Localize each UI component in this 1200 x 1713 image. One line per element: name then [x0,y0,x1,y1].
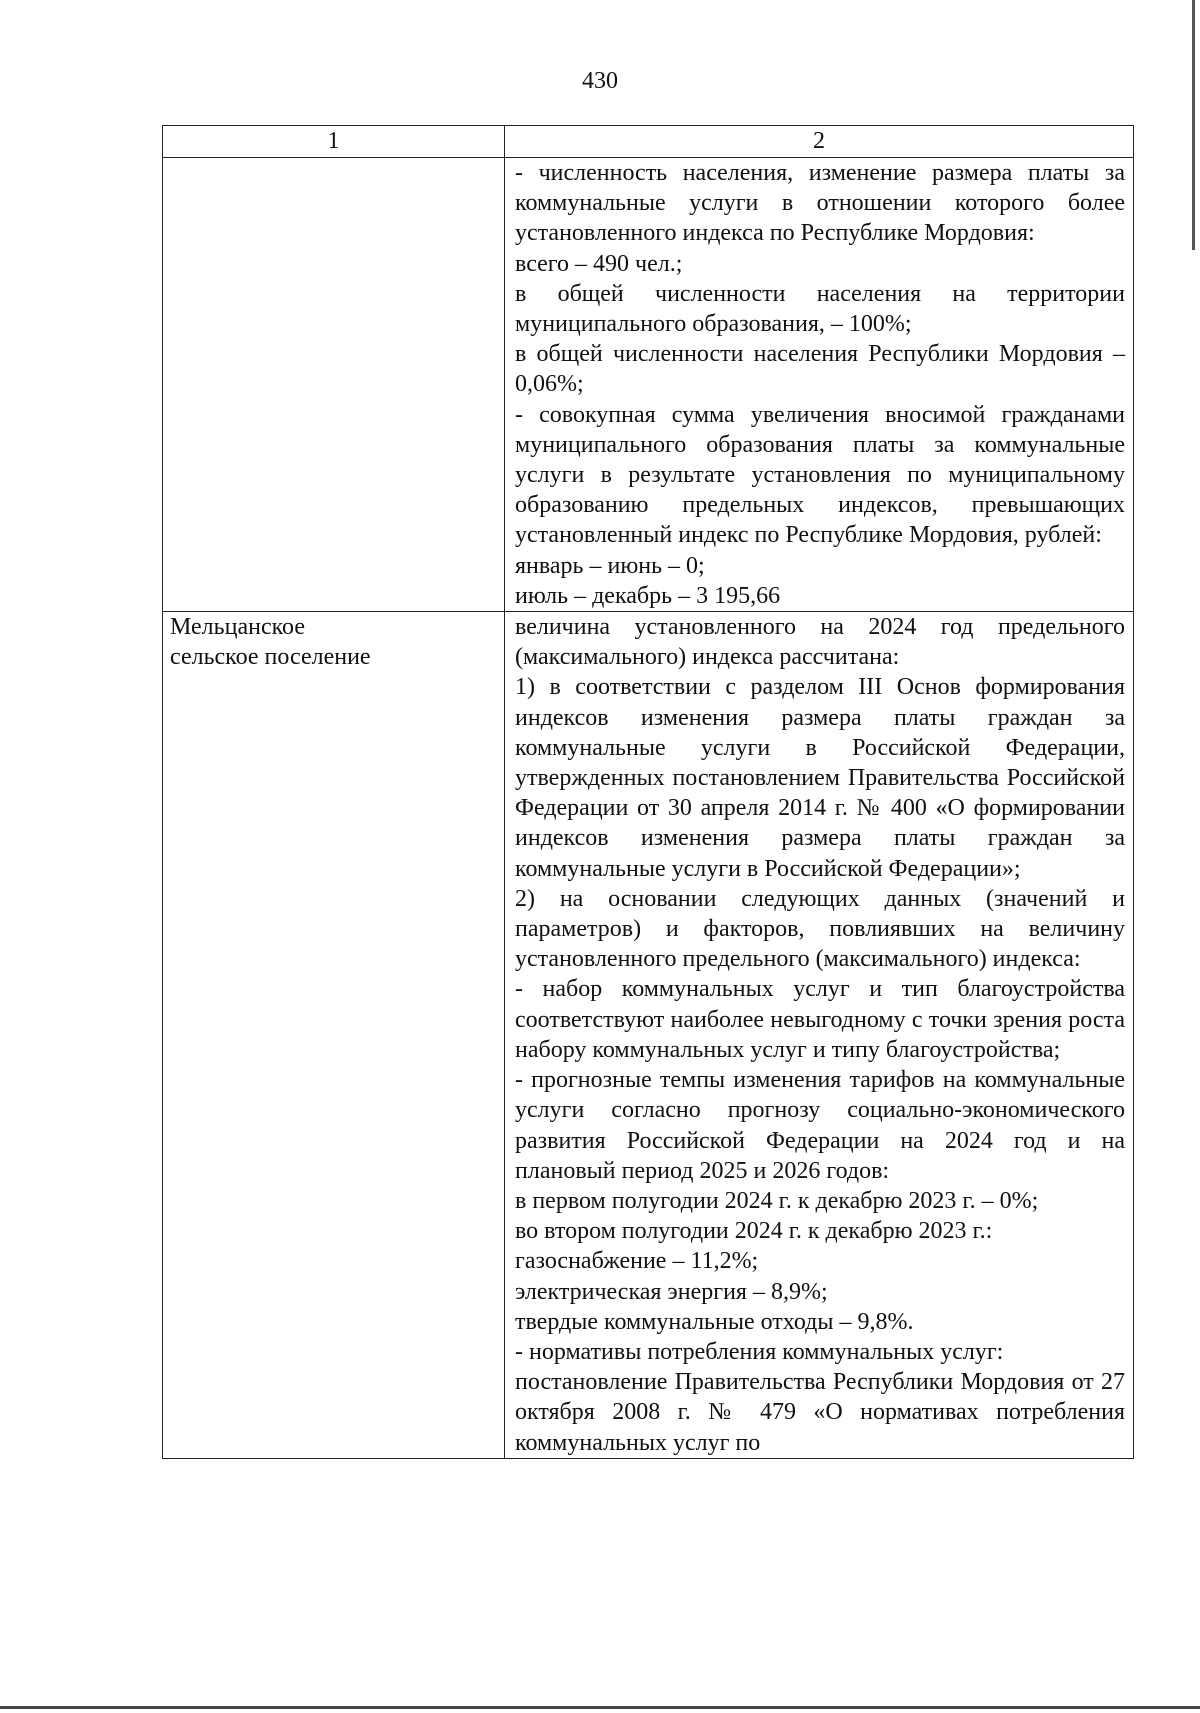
column-header-2: 2 [505,126,1134,158]
row-label-cell [163,612,505,1459]
row-label: Мельцанское сельское поселение [170,614,371,671]
row-text: величина установленного на 2024 год предельного (максимального) индекса рассчитана: 1) в соответствии с разделом III Основ формирования индексов изменения размера платы граждан за коммунальные услуги в Российской Федерации, утвержденных постановлением Правительства Российской Федерации от 30 апреля 2014 г. № 400 «О формировании индексов изменения размера платы граждан за коммунальные услуги в Российской Федерации»; 2) на основании следующих данных (значений и параметров) и факторов, повлиявших на величину установленного предельного (максимального) индекса: - набор коммунальных услуг и тип благоустройства соответствуют наиболее невыгодному с точки зрения роста набору коммунальных услуг и типу благоустройства; - прогнозные темпы изменения тарифов на коммунальные услуги согласно прогнозу социально-экономического развития Российской Федерации на 2024 год и на плановый период 2025 и 2026 годов: в первом полугодии 2024 г. к декабрю 2023 г. – 0%; во втором полугодии 2024 г. к декабрю 2023 г.: газоснабжение – 11,2%; электрическая энергия – 8,9%; твердые коммунальные отходы – 9,8%. - нормативы потребления коммунальных услуг: постановление Правительства Республики Мордовия от 27 октября 2008 г. № 479 «О нормативах потребления коммунальных услуг по [515,614,1125,1456]
row-label-cell [163,158,505,612]
row-text-cell [505,612,1134,1459]
table-header-row [163,126,1134,158]
row-text-cell [505,158,1134,612]
scan-edge-right [1192,0,1195,250]
row-text: - численность населения, изменение размера платы за коммунальные услуги в отношении которого более установленного индекса по Республике Мордовия: всего – 490 чел.; в общей численности населения на территории муниципального образования, – 100%; в общей численности населения Республики Мордовия – 0,06%; - совокупная сумма увеличения вносимой гражданами муниципального образования платы за коммунальные услуги в результате установления по муниципальному образованию предельных индексов, превышающих установленный индекс по Республике Мордовия, рублей: январь – июнь – 0; июль – декабрь – 3 195,66 [515,160,1125,609]
table-row [163,612,1134,1459]
page-number: 430 [582,68,618,94]
scan-edge-bottom [0,1706,1200,1709]
table-row [163,158,1134,612]
column-header-1: 1 [163,126,505,158]
data-table [162,125,1134,1459]
